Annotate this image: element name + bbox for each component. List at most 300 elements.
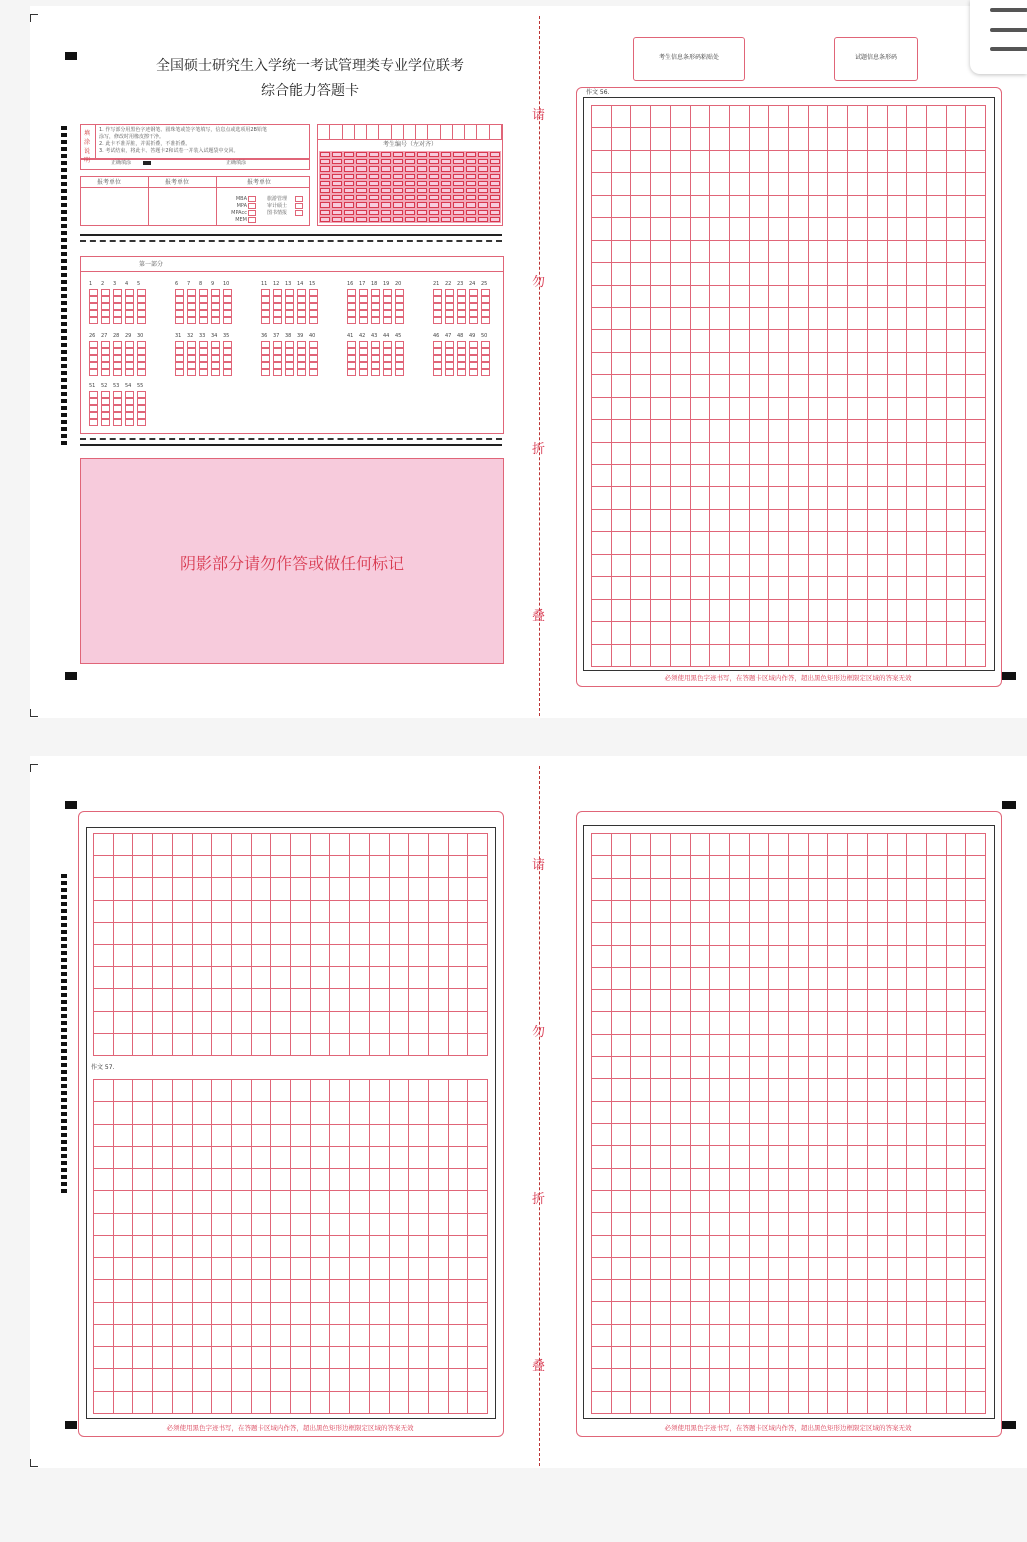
writing-cell[interactable] bbox=[966, 263, 986, 285]
writing-cell[interactable] bbox=[612, 1146, 632, 1168]
writing-cell[interactable] bbox=[651, 286, 671, 308]
writing-cell[interactable] bbox=[271, 1034, 291, 1056]
writing-cell[interactable] bbox=[809, 487, 829, 509]
writing-cell[interactable] bbox=[291, 901, 311, 923]
writing-cell[interactable] bbox=[193, 923, 213, 945]
candidate-number-bubble[interactable] bbox=[344, 210, 354, 215]
writing-cell[interactable] bbox=[809, 151, 829, 173]
writing-cell[interactable] bbox=[311, 945, 331, 967]
writing-cell[interactable] bbox=[868, 375, 888, 397]
writing-cell[interactable] bbox=[592, 600, 612, 622]
writing-cell[interactable] bbox=[828, 1169, 848, 1191]
writing-cell[interactable] bbox=[966, 990, 986, 1012]
writing-cell[interactable] bbox=[193, 856, 213, 878]
writing-cell[interactable] bbox=[212, 1369, 232, 1391]
writing-cell[interactable] bbox=[750, 487, 770, 509]
writing-cell[interactable] bbox=[907, 1369, 927, 1391]
writing-cell[interactable] bbox=[429, 878, 449, 900]
answer-bubble[interactable] bbox=[481, 341, 490, 348]
answer-bubble[interactable] bbox=[359, 341, 368, 348]
answer-bubble[interactable] bbox=[113, 355, 122, 362]
writing-cell[interactable] bbox=[927, 353, 947, 375]
writing-cell[interactable] bbox=[612, 1213, 632, 1235]
writing-cell[interactable] bbox=[350, 1147, 370, 1169]
writing-cell[interactable] bbox=[809, 1102, 829, 1124]
writing-cell[interactable] bbox=[330, 1147, 350, 1169]
writing-cell[interactable] bbox=[311, 1102, 331, 1124]
writing-cell[interactable] bbox=[888, 1213, 908, 1235]
writing-cell[interactable] bbox=[651, 398, 671, 420]
writing-cell[interactable] bbox=[888, 196, 908, 218]
writing-cell[interactable] bbox=[966, 241, 986, 263]
writing-cell[interactable] bbox=[592, 308, 612, 330]
writing-cell[interactable] bbox=[631, 308, 651, 330]
writing-cell[interactable] bbox=[409, 1280, 429, 1302]
writing-cell[interactable] bbox=[710, 923, 730, 945]
writing-cell[interactable] bbox=[750, 1280, 770, 1302]
writing-cell[interactable] bbox=[907, 1302, 927, 1324]
writing-cell[interactable] bbox=[809, 923, 829, 945]
candidate-number-bubble[interactable] bbox=[453, 159, 463, 164]
writing-cell[interactable] bbox=[691, 465, 711, 487]
writing-cell[interactable] bbox=[429, 1147, 449, 1169]
writing-cell[interactable] bbox=[848, 1280, 868, 1302]
writing-cell[interactable] bbox=[212, 1012, 232, 1034]
candidate-number-bubble[interactable] bbox=[381, 152, 391, 157]
writing-cell[interactable] bbox=[789, 1191, 809, 1213]
writing-cell[interactable] bbox=[631, 1369, 651, 1391]
candidate-number-bubble[interactable] bbox=[381, 174, 391, 179]
writing-cell[interactable] bbox=[592, 1258, 612, 1280]
writing-cell[interactable] bbox=[592, 1191, 612, 1213]
answer-bubble[interactable] bbox=[371, 362, 380, 369]
writing-cell[interactable] bbox=[848, 1258, 868, 1280]
writing-cell[interactable] bbox=[691, 645, 711, 667]
writing-cell[interactable] bbox=[592, 1369, 612, 1391]
writing-cell[interactable] bbox=[828, 487, 848, 509]
writing-cell[interactable] bbox=[232, 834, 252, 856]
writing-cell[interactable] bbox=[651, 263, 671, 285]
writing-cell[interactable] bbox=[370, 1012, 390, 1034]
writing-cell[interactable] bbox=[730, 901, 750, 923]
writing-cell[interactable] bbox=[710, 946, 730, 968]
writing-cell[interactable] bbox=[449, 967, 469, 989]
writing-cell[interactable] bbox=[133, 1034, 153, 1056]
writing-cell[interactable] bbox=[370, 1369, 390, 1391]
writing-cell[interactable] bbox=[888, 834, 908, 856]
answer-bubble[interactable] bbox=[445, 303, 454, 310]
candidate-number-bubble[interactable] bbox=[466, 217, 476, 222]
writing-cell[interactable] bbox=[612, 856, 632, 878]
writing-cell[interactable] bbox=[966, 420, 986, 442]
writing-cell[interactable] bbox=[789, 879, 809, 901]
writing-cell[interactable] bbox=[232, 923, 252, 945]
writing-cell[interactable] bbox=[710, 1191, 730, 1213]
candidate-number-bubble[interactable] bbox=[466, 159, 476, 164]
writing-cell[interactable] bbox=[769, 353, 789, 375]
writing-cell[interactable] bbox=[730, 173, 750, 195]
writing-cell[interactable] bbox=[691, 1102, 711, 1124]
writing-cell[interactable] bbox=[651, 1369, 671, 1391]
writing-cell[interactable] bbox=[409, 989, 429, 1011]
writing-cell[interactable] bbox=[868, 1124, 888, 1146]
writing-cell[interactable] bbox=[651, 218, 671, 240]
answer-bubble[interactable] bbox=[285, 303, 294, 310]
writing-cell[interactable] bbox=[907, 946, 927, 968]
writing-cell[interactable] bbox=[710, 1325, 730, 1347]
writing-cell[interactable] bbox=[390, 1034, 410, 1056]
writing-cell[interactable] bbox=[350, 1392, 370, 1414]
writing-cell[interactable] bbox=[966, 443, 986, 465]
answer-bubble[interactable] bbox=[125, 289, 134, 296]
answer-bubble[interactable] bbox=[211, 310, 220, 317]
writing-cell[interactable] bbox=[291, 967, 311, 989]
writing-cell[interactable] bbox=[848, 1302, 868, 1324]
writing-cell[interactable] bbox=[710, 151, 730, 173]
writing-cell[interactable] bbox=[907, 1347, 927, 1369]
writing-cell[interactable] bbox=[651, 1012, 671, 1034]
writing-cell[interactable] bbox=[947, 1280, 967, 1302]
writing-cell[interactable] bbox=[133, 967, 153, 989]
answer-bubble[interactable] bbox=[395, 362, 404, 369]
writing-cell[interactable] bbox=[612, 330, 632, 352]
writing-cell[interactable] bbox=[691, 1236, 711, 1258]
answer-bubble[interactable] bbox=[273, 362, 282, 369]
writing-cell[interactable] bbox=[888, 1035, 908, 1057]
writing-cell[interactable] bbox=[848, 901, 868, 923]
writing-cell[interactable] bbox=[252, 1236, 272, 1258]
writing-cell[interactable] bbox=[468, 1258, 488, 1280]
writing-cell[interactable] bbox=[966, 308, 986, 330]
writing-cell[interactable] bbox=[271, 834, 291, 856]
writing-cell[interactable] bbox=[631, 879, 651, 901]
writing-cell[interactable] bbox=[730, 263, 750, 285]
writing-cell[interactable] bbox=[750, 510, 770, 532]
writing-cell[interactable] bbox=[612, 1035, 632, 1057]
candidate-number-bubble[interactable] bbox=[393, 152, 403, 157]
writing-cell[interactable] bbox=[868, 1325, 888, 1347]
writing-cell[interactable] bbox=[631, 173, 651, 195]
candidate-number-bubble[interactable] bbox=[417, 159, 427, 164]
writing-cell[interactable] bbox=[848, 990, 868, 1012]
writing-cell[interactable] bbox=[789, 555, 809, 577]
writing-cell[interactable] bbox=[789, 1146, 809, 1168]
candidate-number-bubble[interactable] bbox=[381, 181, 391, 186]
writing-cell[interactable] bbox=[730, 1236, 750, 1258]
writing-cell[interactable] bbox=[966, 532, 986, 554]
writing-cell[interactable] bbox=[730, 1079, 750, 1101]
writing-cell[interactable] bbox=[750, 1347, 770, 1369]
writing-cell[interactable] bbox=[828, 1347, 848, 1369]
writing-cell[interactable] bbox=[193, 1214, 213, 1236]
writing-cell[interactable] bbox=[153, 1191, 173, 1213]
writing-cell[interactable] bbox=[789, 1102, 809, 1124]
candidate-number-bubble[interactable] bbox=[369, 181, 379, 186]
answer-bubble[interactable] bbox=[395, 289, 404, 296]
writing-cell[interactable] bbox=[907, 353, 927, 375]
answer-bubble[interactable] bbox=[481, 289, 490, 296]
writing-cell[interactable] bbox=[927, 946, 947, 968]
writing-cell[interactable] bbox=[927, 487, 947, 509]
writing-cell[interactable] bbox=[868, 487, 888, 509]
writing-cell[interactable] bbox=[828, 1012, 848, 1034]
writing-cell[interactable] bbox=[710, 196, 730, 218]
writing-cell[interactable] bbox=[232, 1080, 252, 1102]
writing-cell[interactable] bbox=[769, 946, 789, 968]
writing-cell[interactable] bbox=[848, 645, 868, 667]
writing-cell[interactable] bbox=[828, 151, 848, 173]
candidate-number-bubble[interactable] bbox=[490, 181, 500, 186]
writing-cell[interactable] bbox=[828, 398, 848, 420]
writing-cell[interactable] bbox=[671, 1392, 691, 1414]
answer-bubble[interactable] bbox=[309, 317, 318, 324]
writing-cell[interactable] bbox=[848, 1035, 868, 1057]
writing-cell[interactable] bbox=[212, 1258, 232, 1280]
writing-cell[interactable] bbox=[671, 151, 691, 173]
writing-cell[interactable] bbox=[927, 1146, 947, 1168]
answer-bubble[interactable] bbox=[261, 369, 270, 376]
answer-bubble[interactable] bbox=[445, 348, 454, 355]
writing-cell[interactable] bbox=[947, 510, 967, 532]
answer-bubble[interactable] bbox=[137, 289, 146, 296]
writing-cell[interactable] bbox=[94, 1102, 114, 1124]
writing-cell[interactable] bbox=[612, 532, 632, 554]
writing-cell[interactable] bbox=[449, 989, 469, 1011]
writing-cell[interactable] bbox=[730, 1280, 750, 1302]
writing-cell[interactable] bbox=[966, 353, 986, 375]
answer-bubble[interactable] bbox=[273, 303, 282, 310]
writing-cell[interactable] bbox=[173, 1325, 193, 1347]
writing-cell[interactable] bbox=[592, 622, 612, 644]
writing-cell[interactable] bbox=[868, 622, 888, 644]
candidate-number-bubble[interactable] bbox=[417, 210, 427, 215]
writing-cell[interactable] bbox=[848, 923, 868, 945]
candidate-number-bubble[interactable] bbox=[429, 159, 439, 164]
candidate-number-bubble[interactable] bbox=[320, 217, 330, 222]
writing-cell[interactable] bbox=[271, 989, 291, 1011]
candidate-number-bubble[interactable] bbox=[417, 166, 427, 171]
candidate-number-bubble[interactable] bbox=[356, 217, 366, 222]
writing-cell[interactable] bbox=[232, 1236, 252, 1258]
writing-cell[interactable] bbox=[311, 967, 331, 989]
candidate-number-bubble[interactable] bbox=[381, 159, 391, 164]
candidate-number-bubble[interactable] bbox=[429, 195, 439, 200]
writing-cell[interactable] bbox=[212, 923, 232, 945]
writing-cell[interactable] bbox=[710, 1258, 730, 1280]
writing-cell[interactable] bbox=[947, 1169, 967, 1191]
candidate-number-bubble[interactable] bbox=[453, 210, 463, 215]
writing-cell[interactable] bbox=[449, 1258, 469, 1280]
writing-cell[interactable] bbox=[809, 1124, 829, 1146]
writing-cell[interactable] bbox=[966, 1302, 986, 1324]
writing-cell[interactable] bbox=[691, 946, 711, 968]
writing-cell[interactable] bbox=[730, 1035, 750, 1057]
writing-cell[interactable] bbox=[390, 1147, 410, 1169]
writing-cell[interactable] bbox=[651, 1213, 671, 1235]
answer-bubble[interactable] bbox=[347, 310, 356, 317]
writing-cell[interactable] bbox=[730, 968, 750, 990]
writing-cell[interactable] bbox=[350, 1080, 370, 1102]
writing-cell[interactable] bbox=[153, 1147, 173, 1169]
writing-cell[interactable] bbox=[612, 1280, 632, 1302]
writing-cell[interactable] bbox=[809, 263, 829, 285]
writing-cell[interactable] bbox=[809, 308, 829, 330]
writing-cell[interactable] bbox=[212, 1347, 232, 1369]
writing-cell[interactable] bbox=[370, 1102, 390, 1124]
writing-cell[interactable] bbox=[907, 1392, 927, 1414]
writing-cell[interactable] bbox=[927, 577, 947, 599]
writing-cell[interactable] bbox=[429, 967, 449, 989]
writing-cell[interactable] bbox=[907, 1102, 927, 1124]
writing-cell[interactable] bbox=[173, 1303, 193, 1325]
writing-cell[interactable] bbox=[311, 1280, 331, 1302]
writing-cell[interactable] bbox=[769, 1146, 789, 1168]
essay-56-grid[interactable] bbox=[591, 105, 986, 667]
answer-bubble[interactable] bbox=[101, 355, 110, 362]
writing-cell[interactable] bbox=[133, 1080, 153, 1102]
candidate-number-bubble[interactable] bbox=[332, 152, 342, 157]
writing-cell[interactable] bbox=[927, 1213, 947, 1235]
writing-cell[interactable] bbox=[468, 1325, 488, 1347]
writing-cell[interactable] bbox=[966, 946, 986, 968]
writing-cell[interactable] bbox=[449, 1034, 469, 1056]
writing-cell[interactable] bbox=[330, 989, 350, 1011]
writing-cell[interactable] bbox=[671, 1102, 691, 1124]
answer-bubble[interactable] bbox=[101, 296, 110, 303]
writing-cell[interactable] bbox=[966, 196, 986, 218]
writing-cell[interactable] bbox=[330, 1012, 350, 1034]
answer-bubble[interactable] bbox=[297, 369, 306, 376]
writing-cell[interactable] bbox=[311, 834, 331, 856]
writing-cell[interactable] bbox=[311, 856, 331, 878]
writing-cell[interactable] bbox=[691, 196, 711, 218]
writing-cell[interactable] bbox=[966, 901, 986, 923]
writing-cell[interactable] bbox=[927, 196, 947, 218]
candidate-number-bubble[interactable] bbox=[393, 217, 403, 222]
writing-cell[interactable] bbox=[390, 1236, 410, 1258]
writing-cell[interactable] bbox=[631, 218, 651, 240]
candidate-number-bubble[interactable] bbox=[429, 166, 439, 171]
writing-cell[interactable] bbox=[153, 1258, 173, 1280]
writing-cell[interactable] bbox=[330, 1191, 350, 1213]
answer-bubble[interactable] bbox=[395, 341, 404, 348]
writing-cell[interactable] bbox=[350, 1258, 370, 1280]
writing-cell[interactable] bbox=[750, 286, 770, 308]
writing-cell[interactable] bbox=[868, 856, 888, 878]
writing-cell[interactable] bbox=[710, 106, 730, 128]
answer-bubble[interactable] bbox=[395, 303, 404, 310]
writing-cell[interactable] bbox=[133, 901, 153, 923]
writing-cell[interactable] bbox=[612, 353, 632, 375]
writing-cell[interactable] bbox=[133, 1191, 153, 1213]
writing-cell[interactable] bbox=[848, 1057, 868, 1079]
writing-cell[interactable] bbox=[429, 1169, 449, 1191]
writing-cell[interactable] bbox=[429, 945, 449, 967]
writing-cell[interactable] bbox=[94, 856, 114, 878]
writing-cell[interactable] bbox=[133, 923, 153, 945]
writing-cell[interactable] bbox=[809, 1213, 829, 1235]
writing-cell[interactable] bbox=[94, 967, 114, 989]
writing-cell[interactable] bbox=[789, 173, 809, 195]
writing-cell[interactable] bbox=[691, 308, 711, 330]
writing-cell[interactable] bbox=[429, 1034, 449, 1056]
writing-cell[interactable] bbox=[468, 1369, 488, 1391]
writing-cell[interactable] bbox=[612, 834, 632, 856]
writing-cell[interactable] bbox=[612, 622, 632, 644]
writing-cell[interactable] bbox=[409, 1236, 429, 1258]
writing-cell[interactable] bbox=[631, 1191, 651, 1213]
answer-bubble[interactable] bbox=[113, 341, 122, 348]
candidate-number-bubble[interactable] bbox=[369, 159, 379, 164]
writing-cell[interactable] bbox=[651, 1280, 671, 1302]
writing-cell[interactable] bbox=[612, 106, 632, 128]
writing-cell[interactable] bbox=[691, 218, 711, 240]
writing-cell[interactable] bbox=[966, 1280, 986, 1302]
writing-cell[interactable] bbox=[133, 1258, 153, 1280]
answer-bubble[interactable] bbox=[175, 289, 184, 296]
answer-bubble[interactable] bbox=[113, 296, 122, 303]
writing-cell[interactable] bbox=[651, 1302, 671, 1324]
writing-cell[interactable] bbox=[927, 465, 947, 487]
writing-cell[interactable] bbox=[612, 510, 632, 532]
writing-cell[interactable] bbox=[868, 1369, 888, 1391]
writing-cell[interactable] bbox=[612, 1169, 632, 1191]
writing-cell[interactable] bbox=[730, 1325, 750, 1347]
writing-cell[interactable] bbox=[868, 1012, 888, 1034]
writing-cell[interactable] bbox=[631, 263, 651, 285]
writing-cell[interactable] bbox=[809, 1169, 829, 1191]
writing-cell[interactable] bbox=[947, 923, 967, 945]
answer-bubble[interactable] bbox=[89, 362, 98, 369]
writing-cell[interactable] bbox=[947, 1236, 967, 1258]
answer-bubble[interactable] bbox=[297, 341, 306, 348]
answer-bubble[interactable] bbox=[371, 369, 380, 376]
answer-bubble[interactable] bbox=[101, 398, 110, 405]
answer-bubble[interactable] bbox=[309, 369, 318, 376]
writing-cell[interactable] bbox=[769, 1057, 789, 1079]
answer-bubble[interactable] bbox=[285, 355, 294, 362]
writing-cell[interactable] bbox=[631, 128, 651, 150]
writing-cell[interactable] bbox=[592, 1057, 612, 1079]
writing-cell[interactable] bbox=[592, 1347, 612, 1369]
answer-bubble[interactable] bbox=[371, 348, 380, 355]
writing-cell[interactable] bbox=[291, 1303, 311, 1325]
writing-cell[interactable] bbox=[927, 856, 947, 878]
writing-cell[interactable] bbox=[612, 1191, 632, 1213]
answer-bubble[interactable] bbox=[113, 405, 122, 412]
writing-cell[interactable] bbox=[390, 856, 410, 878]
writing-cell[interactable] bbox=[809, 834, 829, 856]
writing-cell[interactable] bbox=[651, 1236, 671, 1258]
writing-cell[interactable] bbox=[409, 1012, 429, 1034]
candidate-number-bubble[interactable] bbox=[441, 188, 451, 193]
writing-cell[interactable] bbox=[907, 241, 927, 263]
candidate-number-bubble[interactable] bbox=[332, 181, 342, 186]
answer-bubble[interactable] bbox=[469, 348, 478, 355]
writing-cell[interactable] bbox=[390, 1169, 410, 1191]
writing-cell[interactable] bbox=[750, 600, 770, 622]
candidate-number-bubble[interactable] bbox=[466, 195, 476, 200]
writing-cell[interactable] bbox=[868, 1347, 888, 1369]
writing-cell[interactable] bbox=[671, 128, 691, 150]
answer-bubble[interactable] bbox=[187, 348, 196, 355]
answer-bubble[interactable] bbox=[187, 310, 196, 317]
writing-cell[interactable] bbox=[966, 834, 986, 856]
writing-cell[interactable] bbox=[966, 856, 986, 878]
writing-cell[interactable] bbox=[133, 1392, 153, 1414]
candidate-number-bubble[interactable] bbox=[490, 195, 500, 200]
writing-cell[interactable] bbox=[907, 1057, 927, 1079]
